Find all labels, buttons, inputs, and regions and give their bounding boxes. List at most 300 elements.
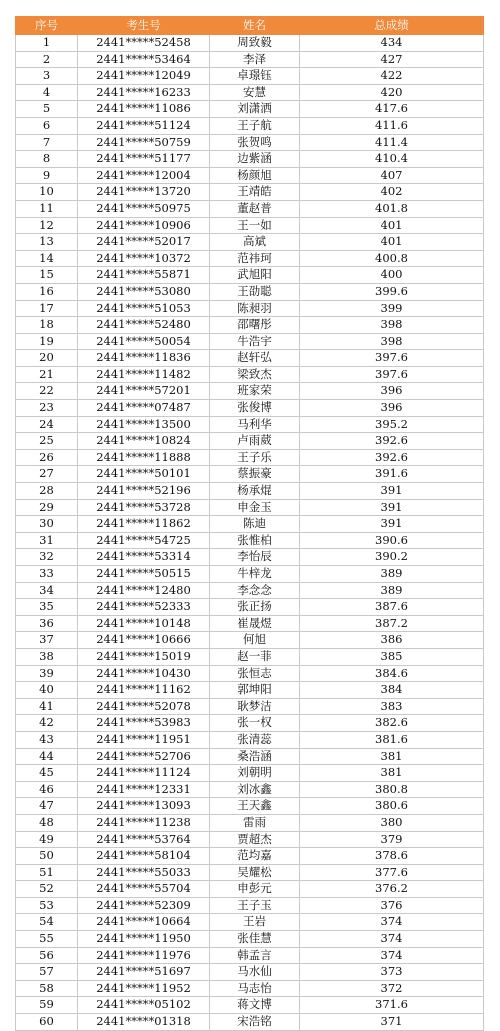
cell-serial: 55 (16, 931, 78, 948)
cell-serial: 50 (16, 848, 78, 865)
cell-total-score: 379 (300, 831, 484, 848)
table-row (16, 516, 484, 533)
cell-exam-id: 2441*****12331 (78, 781, 210, 798)
cell-name: 韩孟言 (210, 947, 300, 964)
cell-total-score: 374 (300, 947, 484, 964)
cell-serial: 52 (16, 881, 78, 898)
table-row (16, 1014, 484, 1031)
cell-serial: 40 (16, 682, 78, 699)
cell-total-score: 399 (300, 300, 484, 317)
cell-serial: 24 (16, 416, 78, 433)
table-row (16, 383, 484, 400)
cell-name: 董赵普 (210, 200, 300, 217)
cell-exam-id: 2441*****11482 (78, 366, 210, 383)
cell-serial: 37 (16, 632, 78, 649)
cell-serial: 57 (16, 964, 78, 981)
cell-total-score: 387.2 (300, 615, 484, 632)
cell-name: 桑浩涵 (210, 748, 300, 765)
cell-serial: 17 (16, 300, 78, 317)
cell-serial: 56 (16, 947, 78, 964)
cell-total-score: 396 (300, 400, 484, 417)
cell-exam-id: 2441*****54725 (78, 532, 210, 549)
cell-name: 宋浩铭 (210, 1014, 300, 1031)
cell-name: 张一权 (210, 715, 300, 732)
cell-total-score: 400.8 (300, 250, 484, 267)
cell-name: 张清蕊 (210, 731, 300, 748)
cell-name: 班家荣 (210, 383, 300, 400)
cell-name: 杨承焜 (210, 483, 300, 500)
table-row (16, 864, 484, 881)
cell-serial: 18 (16, 317, 78, 334)
cell-exam-id: 2441*****10666 (78, 632, 210, 649)
cell-total-score: 381 (300, 765, 484, 782)
cell-exam-id: 2441*****11238 (78, 814, 210, 831)
cell-serial: 3 (16, 68, 78, 85)
cell-name: 蔡振豪 (210, 466, 300, 483)
cell-serial: 21 (16, 366, 78, 383)
cell-exam-id: 2441*****11162 (78, 682, 210, 699)
table-row (16, 798, 484, 815)
cell-exam-id: 2441*****50054 (78, 333, 210, 350)
cell-name: 王一如 (210, 217, 300, 234)
cell-name: 何旭 (210, 632, 300, 649)
cell-name: 赵轩弘 (210, 350, 300, 367)
cell-name: 崔晟煜 (210, 615, 300, 632)
cell-serial: 10 (16, 184, 78, 201)
cell-serial: 53 (16, 897, 78, 914)
cell-total-score: 401.8 (300, 200, 484, 217)
cell-exam-id: 2441*****12004 (78, 167, 210, 184)
cell-serial: 48 (16, 814, 78, 831)
cell-exam-id: 2441*****55033 (78, 864, 210, 881)
cell-total-score: 380 (300, 814, 484, 831)
table-row (16, 317, 484, 334)
cell-serial: 6 (16, 117, 78, 134)
cell-serial: 8 (16, 151, 78, 168)
header-total-score: 总成绩 (300, 17, 484, 35)
table-row (16, 250, 484, 267)
cell-serial: 36 (16, 615, 78, 632)
cell-total-score: 398 (300, 317, 484, 334)
table-row (16, 748, 484, 765)
cell-total-score: 401 (300, 234, 484, 251)
cell-serial: 1 (16, 35, 78, 52)
table-row (16, 964, 484, 981)
cell-serial: 30 (16, 516, 78, 533)
cell-serial: 47 (16, 798, 78, 815)
cell-total-score: 376.2 (300, 881, 484, 898)
cell-exam-id: 2441*****11862 (78, 516, 210, 533)
cell-exam-id: 2441*****10430 (78, 665, 210, 682)
cell-name: 陈迪 (210, 516, 300, 533)
cell-name: 刘冰鑫 (210, 781, 300, 798)
cell-total-score: 389 (300, 566, 484, 583)
table-row (16, 997, 484, 1014)
cell-serial: 60 (16, 1014, 78, 1031)
cell-total-score: 391 (300, 499, 484, 516)
cell-total-score: 387.6 (300, 599, 484, 616)
cell-serial: 34 (16, 582, 78, 599)
cell-name: 赵一菲 (210, 648, 300, 665)
cell-total-score: 383 (300, 698, 484, 715)
cell-exam-id: 2441*****52196 (78, 483, 210, 500)
cell-serial: 49 (16, 831, 78, 848)
cell-total-score: 384 (300, 682, 484, 699)
table-row (16, 615, 484, 632)
table-row (16, 400, 484, 417)
cell-total-score: 417.6 (300, 101, 484, 118)
cell-name: 贾超杰 (210, 831, 300, 848)
cell-total-score: 411.6 (300, 117, 484, 134)
table-row (16, 117, 484, 134)
table-row (16, 283, 484, 300)
cell-serial: 43 (16, 731, 78, 748)
cell-exam-id: 2441*****15019 (78, 648, 210, 665)
cell-exam-id: 2441*****51697 (78, 964, 210, 981)
cell-exam-id: 2441*****58104 (78, 848, 210, 865)
cell-serial: 41 (16, 698, 78, 715)
cell-total-score: 381.6 (300, 731, 484, 748)
cell-total-score: 391 (300, 516, 484, 533)
cell-exam-id: 2441*****50101 (78, 466, 210, 483)
cell-exam-id: 2441*****52333 (78, 599, 210, 616)
cell-total-score: 401 (300, 217, 484, 234)
cell-total-score: 380.6 (300, 798, 484, 815)
table-row (16, 333, 484, 350)
cell-total-score: 377.6 (300, 864, 484, 881)
cell-serial: 39 (16, 665, 78, 682)
table-row (16, 781, 484, 798)
cell-name: 李泽 (210, 51, 300, 68)
cell-serial: 31 (16, 532, 78, 549)
cell-total-score: 384.6 (300, 665, 484, 682)
cell-total-score: 371 (300, 1014, 484, 1031)
table-row (16, 532, 484, 549)
cell-name: 张恒志 (210, 665, 300, 682)
cell-name: 王子乐 (210, 449, 300, 466)
cell-total-score: 378.6 (300, 848, 484, 865)
table-row (16, 466, 484, 483)
cell-name: 李念念 (210, 582, 300, 599)
cell-serial: 13 (16, 234, 78, 251)
cell-name: 申彭元 (210, 881, 300, 898)
cell-exam-id: 2441*****05102 (78, 997, 210, 1014)
cell-total-score: 400 (300, 267, 484, 284)
cell-name: 张贺鸣 (210, 134, 300, 151)
table-row (16, 350, 484, 367)
cell-exam-id: 2441*****53080 (78, 283, 210, 300)
table-row (16, 682, 484, 699)
table-row (16, 366, 484, 383)
table-row (16, 433, 484, 450)
table-row (16, 599, 484, 616)
cell-name: 范祎珂 (210, 250, 300, 267)
cell-name: 张正扬 (210, 599, 300, 616)
cell-serial: 35 (16, 599, 78, 616)
table-row (16, 101, 484, 118)
table-row (16, 217, 484, 234)
cell-total-score: 389 (300, 582, 484, 599)
cell-exam-id: 2441*****13500 (78, 416, 210, 433)
cell-total-score: 397.6 (300, 350, 484, 367)
cell-serial: 51 (16, 864, 78, 881)
table-row (16, 499, 484, 516)
cell-serial: 22 (16, 383, 78, 400)
cell-exam-id: 2441*****55871 (78, 267, 210, 284)
table-row (16, 167, 484, 184)
cell-total-score: 407 (300, 167, 484, 184)
cell-total-score: 374 (300, 931, 484, 948)
cell-name: 杨颜旭 (210, 167, 300, 184)
cell-exam-id: 2441*****13093 (78, 798, 210, 815)
cell-exam-id: 2441*****12049 (78, 68, 210, 85)
cell-name: 范均嘉 (210, 848, 300, 865)
cell-name: 武旭阳 (210, 267, 300, 284)
cell-exam-id: 2441*****16233 (78, 84, 210, 101)
score-sheet (15, 16, 483, 1031)
cell-exam-id: 2441*****10372 (78, 250, 210, 267)
cell-exam-id: 2441*****10906 (78, 217, 210, 234)
cell-serial: 58 (16, 980, 78, 997)
table-row (16, 765, 484, 782)
table-row (16, 566, 484, 583)
cell-exam-id: 2441*****53764 (78, 831, 210, 848)
table-row (16, 947, 484, 964)
cell-exam-id: 2441*****07487 (78, 400, 210, 417)
cell-total-score: 376 (300, 897, 484, 914)
cell-serial: 26 (16, 449, 78, 466)
cell-serial: 59 (16, 997, 78, 1014)
cell-name: 周致毅 (210, 35, 300, 52)
cell-name: 高斌 (210, 234, 300, 251)
cell-serial: 7 (16, 134, 78, 151)
cell-name: 牛梓龙 (210, 566, 300, 583)
cell-exam-id: 2441*****11086 (78, 101, 210, 118)
cell-name: 王天鑫 (210, 798, 300, 815)
cell-exam-id: 2441*****11950 (78, 931, 210, 948)
cell-exam-id: 2441*****53983 (78, 715, 210, 732)
cell-name: 刘朝明 (210, 765, 300, 782)
cell-serial: 38 (16, 648, 78, 665)
cell-exam-id: 2441*****52480 (78, 317, 210, 334)
cell-exam-id: 2441*****52706 (78, 748, 210, 765)
cell-total-score: 381 (300, 748, 484, 765)
cell-serial: 2 (16, 51, 78, 68)
cell-name: 边紫涵 (210, 151, 300, 168)
table-row (16, 449, 484, 466)
cell-total-score: 427 (300, 51, 484, 68)
header-serial: 序号 (16, 17, 78, 35)
table-row (16, 731, 484, 748)
table-row (16, 234, 484, 251)
cell-exam-id: 2441*****53464 (78, 51, 210, 68)
cell-name: 李怡辰 (210, 549, 300, 566)
cell-serial: 9 (16, 167, 78, 184)
cell-exam-id: 2441*****51124 (78, 117, 210, 134)
cell-name: 卢雨葳 (210, 433, 300, 450)
cell-exam-id: 2441*****50515 (78, 566, 210, 583)
cell-total-score: 398 (300, 333, 484, 350)
cell-exam-id: 2441*****12480 (78, 582, 210, 599)
cell-exam-id: 2441*****52458 (78, 35, 210, 52)
table-row (16, 931, 484, 948)
cell-name: 王劭聪 (210, 283, 300, 300)
cell-name: 郭坤阳 (210, 682, 300, 699)
cell-serial: 44 (16, 748, 78, 765)
table-row (16, 814, 484, 831)
cell-name: 蒋文博 (210, 997, 300, 1014)
cell-serial: 5 (16, 101, 78, 118)
cell-serial: 32 (16, 549, 78, 566)
table-row (16, 914, 484, 931)
table-row (16, 267, 484, 284)
cell-serial: 15 (16, 267, 78, 284)
cell-exam-id: 2441*****11952 (78, 980, 210, 997)
cell-name: 王子航 (210, 117, 300, 134)
table-row (16, 980, 484, 997)
cell-exam-id: 2441*****11836 (78, 350, 210, 367)
table-row (16, 831, 484, 848)
cell-total-score: 411.4 (300, 134, 484, 151)
cell-serial: 20 (16, 350, 78, 367)
table-row (16, 51, 484, 68)
cell-serial: 45 (16, 765, 78, 782)
cell-exam-id: 2441*****52078 (78, 698, 210, 715)
table-row (16, 35, 484, 52)
cell-exam-id: 2441*****01318 (78, 1014, 210, 1031)
cell-total-score: 397.6 (300, 366, 484, 383)
cell-name: 马水仙 (210, 964, 300, 981)
cell-name: 申金玉 (210, 499, 300, 516)
cell-serial: 29 (16, 499, 78, 516)
cell-name: 吴耀松 (210, 864, 300, 881)
cell-exam-id: 2441*****11888 (78, 449, 210, 466)
cell-name: 梁致杰 (210, 366, 300, 383)
table-row (16, 549, 484, 566)
table-row (16, 632, 484, 649)
table-row (16, 715, 484, 732)
cell-name: 王岩 (210, 914, 300, 931)
cell-exam-id: 2441*****10824 (78, 433, 210, 450)
cell-exam-id: 2441*****51053 (78, 300, 210, 317)
cell-exam-id: 2441*****50975 (78, 200, 210, 217)
cell-exam-id: 2441*****53314 (78, 549, 210, 566)
cell-total-score: 410.4 (300, 151, 484, 168)
cell-name: 安慧 (210, 84, 300, 101)
table-row (16, 68, 484, 85)
table-row (16, 84, 484, 101)
table-row (16, 665, 484, 682)
cell-name: 王子玉 (210, 897, 300, 914)
cell-total-score: 392.6 (300, 433, 484, 450)
cell-total-score: 434 (300, 35, 484, 52)
cell-total-score: 390.6 (300, 532, 484, 549)
cell-serial: 33 (16, 566, 78, 583)
table-row (16, 483, 484, 500)
cell-name: 张俊博 (210, 400, 300, 417)
cell-exam-id: 2441*****11976 (78, 947, 210, 964)
cell-name: 雷雨 (210, 814, 300, 831)
table-row (16, 848, 484, 865)
cell-total-score: 382.6 (300, 715, 484, 732)
cell-exam-id: 2441*****50759 (78, 134, 210, 151)
cell-total-score: 373 (300, 964, 484, 981)
table-row (16, 184, 484, 201)
header-name: 姓名 (210, 17, 300, 35)
cell-total-score: 390.2 (300, 549, 484, 566)
cell-total-score: 374 (300, 914, 484, 931)
table-row (16, 582, 484, 599)
table-body (16, 35, 484, 1031)
cell-total-score: 392.6 (300, 449, 484, 466)
cell-serial: 46 (16, 781, 78, 798)
cell-name: 牛浩宇 (210, 333, 300, 350)
cell-serial: 12 (16, 217, 78, 234)
cell-serial: 19 (16, 333, 78, 350)
cell-total-score: 385 (300, 648, 484, 665)
cell-serial: 42 (16, 715, 78, 732)
cell-total-score: 386 (300, 632, 484, 649)
cell-name: 卓璟钰 (210, 68, 300, 85)
cell-serial: 11 (16, 200, 78, 217)
cell-name: 刘潇洒 (210, 101, 300, 118)
cell-serial: 4 (16, 84, 78, 101)
cell-total-score: 391 (300, 483, 484, 500)
header-row (16, 17, 484, 35)
cell-total-score: 372 (300, 980, 484, 997)
table-row (16, 300, 484, 317)
cell-serial: 54 (16, 914, 78, 931)
cell-exam-id: 2441*****55704 (78, 881, 210, 898)
table-row (16, 200, 484, 217)
cell-total-score: 395.2 (300, 416, 484, 433)
cell-exam-id: 2441*****10148 (78, 615, 210, 632)
cell-total-score: 399.6 (300, 283, 484, 300)
cell-exam-id: 2441*****13720 (78, 184, 210, 201)
cell-serial: 28 (16, 483, 78, 500)
table-row (16, 881, 484, 898)
cell-exam-id: 2441*****52309 (78, 897, 210, 914)
cell-serial: 27 (16, 466, 78, 483)
cell-serial: 25 (16, 433, 78, 450)
cell-name: 张惟柏 (210, 532, 300, 549)
cell-name: 张佳慧 (210, 931, 300, 948)
cell-serial: 23 (16, 400, 78, 417)
cell-name: 陈昶羽 (210, 300, 300, 317)
cell-exam-id: 2441*****51177 (78, 151, 210, 168)
cell-total-score: 380.8 (300, 781, 484, 798)
cell-total-score: 396 (300, 383, 484, 400)
cell-total-score: 371.6 (300, 997, 484, 1014)
cell-name: 马利华 (210, 416, 300, 433)
header-exam-id: 考生号 (78, 17, 210, 35)
cell-exam-id: 2441*****53728 (78, 499, 210, 516)
table-row (16, 897, 484, 914)
cell-exam-id: 2441*****11124 (78, 765, 210, 782)
cell-name: 邵曙彤 (210, 317, 300, 334)
cell-total-score: 402 (300, 184, 484, 201)
cell-serial: 16 (16, 283, 78, 300)
score-table (15, 16, 484, 1031)
table-row (16, 698, 484, 715)
cell-total-score: 391.6 (300, 466, 484, 483)
table-row (16, 416, 484, 433)
cell-total-score: 422 (300, 68, 484, 85)
cell-name: 马志怡 (210, 980, 300, 997)
cell-serial: 14 (16, 250, 78, 267)
cell-exam-id: 2441*****57201 (78, 383, 210, 400)
cell-exam-id: 2441*****10664 (78, 914, 210, 931)
